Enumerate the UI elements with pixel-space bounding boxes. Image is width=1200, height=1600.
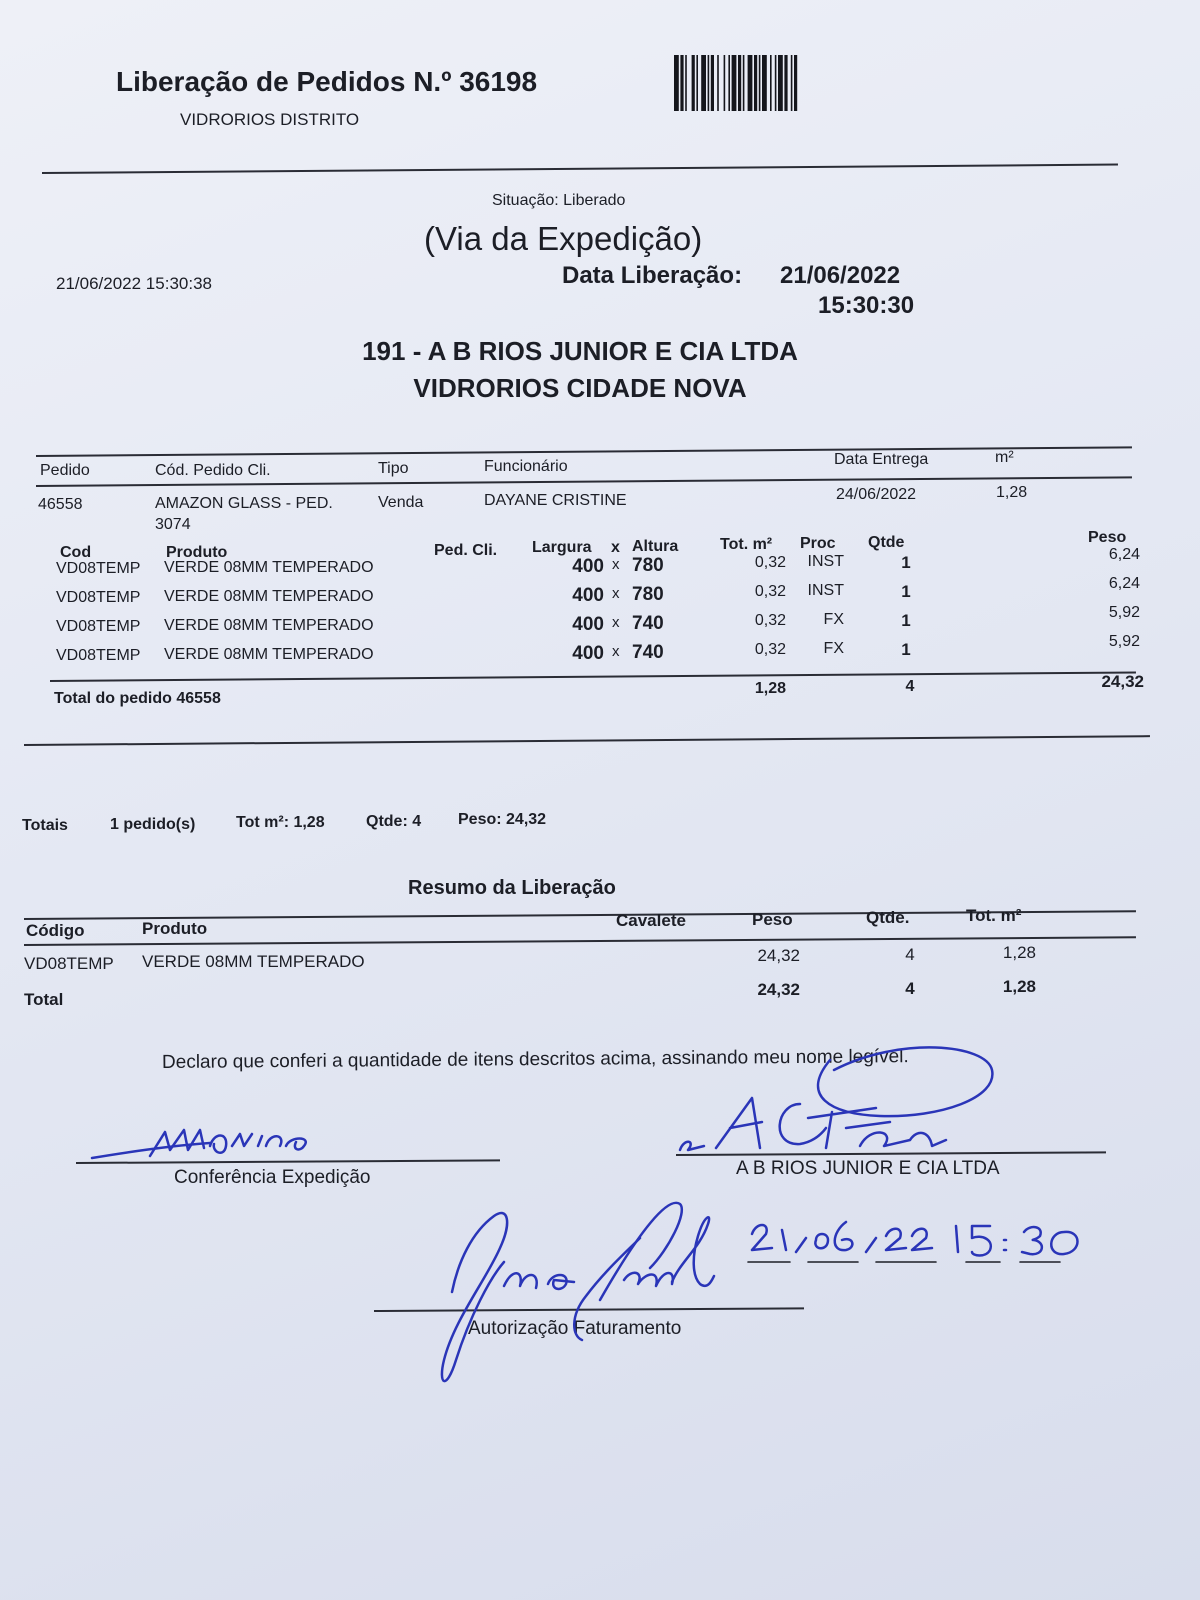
resumo-col-produto: Produto [142,919,208,938]
col-peso: Peso [1088,529,1127,546]
resumo-row-tot-m2: 1,28 [1002,943,1036,962]
item-qtde: 1 [901,640,911,659]
handwritten-date-drawing [748,1222,1078,1262]
item-tot-m2: 0,32 [754,583,786,600]
item-produto: VERDE 08MM TEMPERADO [164,646,374,663]
col-qtde: Qtde [868,534,905,551]
liberacao-time: 15:30:30 [818,292,915,319]
item-proc: INST [807,582,844,599]
col-tot-m2: Tot. m² [720,536,773,553]
resumo-row-peso: 24,32 [757,946,800,965]
totais-m2: Tot m²: 1,28 [236,814,325,831]
document-title: Liberação de Pedidos N.º 36198 [116,66,538,97]
item-x: x [612,585,620,602]
col-cod: Cod [60,544,92,561]
cod-pedido-cli-line2: 3074 [155,516,191,533]
order-total-peso: 24,32 [1101,672,1144,691]
pedido-number: 46558 [38,496,83,513]
item-altura: 780 [632,584,664,605]
item-proc: INST [807,553,844,570]
totais-peso: Peso: 24,32 [458,811,547,828]
col-produto: Produto [166,544,228,561]
resumo-row-codigo: VD08TEMP [24,954,114,973]
col-cod-pedido-cli: Cód. Pedido Cli. [155,462,271,479]
liberacao-date: 21/06/2022 [780,262,901,289]
item-cod: VD08TEMP [56,618,141,635]
item-largura: 400 [572,556,604,577]
totais-qtde: Qtde: 4 [366,813,422,830]
printed-timestamp: 21/06/2022 15:30:38 [56,274,212,293]
item-altura: 740 [632,642,664,663]
item-largura: 400 [572,643,604,664]
item-peso: 5,92 [1108,604,1140,621]
item-x: x [612,556,620,573]
resumo-row-qtde: 4 [905,945,915,964]
col-proc: Proc [800,535,836,552]
cod-pedido-cli-line1: AMAZON GLASS - PED. [155,495,333,512]
autorizacao-label: Autorização Faturamento [468,1318,682,1339]
col-pedido: Pedido [40,462,90,479]
liberacao-label: Data Liberação: [562,262,743,289]
via-label: (Via da Expedição) [424,220,703,257]
item-qtde: 1 [901,611,911,630]
col-x: x [611,539,620,556]
item-cod: VD08TEMP [56,560,141,577]
resumo-col-tot-m2: Tot. m² [966,906,1022,925]
resumo-col-cavalete: Cavalete [616,911,686,930]
order-total-qtde: 4 [905,678,915,695]
item-produto: VERDE 08MM TEMPERADO [164,617,374,634]
item-altura: 780 [632,555,664,576]
funcionario-value: DAYANE CRISTINE [484,492,627,509]
col-largura: Largura [532,539,592,556]
order-total-m2: 1,28 [754,680,786,697]
item-largura: 400 [572,585,604,606]
resumo-col-peso: Peso [752,910,793,929]
empresa-signature-drawing [680,1047,992,1150]
item-qtde: 1 [901,582,911,601]
item-peso: 5,92 [1108,633,1140,650]
col-data-entrega: Data Entrega [834,451,929,468]
col-funcionario: Funcionário [484,458,568,475]
empresa-label: A B RIOS JUNIOR E CIA LTDA [736,1158,1000,1179]
client-store: VIDRORIOS CIDADE NOVA [413,373,747,403]
tipo-value: Venda [378,494,424,511]
resumo-col-codigo: Código [26,921,85,940]
totais-pedidos: 1 pedido(s) [110,816,196,833]
m2-value: 1,28 [996,484,1028,501]
item-cod: VD08TEMP [56,589,141,606]
col-m2: m² [995,449,1014,466]
item-peso: 6,24 [1108,575,1140,592]
totais-label: Totais [22,817,68,834]
conferencia-signature-drawing [92,1130,306,1158]
col-tipo: Tipo [378,460,409,477]
item-proc: FX [823,640,844,657]
issuer-company: VIDRORIOS DISTRITO [180,110,360,129]
resumo-total-qtde: 4 [905,979,915,998]
item-tot-m2: 0,32 [754,612,786,629]
item-produto: VERDE 08MM TEMPERADO [164,588,374,605]
item-tot-m2: 0,32 [754,554,786,571]
item-largura: 400 [572,614,604,635]
resumo-row-produto: VERDE 08MM TEMPERADO [142,952,365,971]
autorizacao-signature-drawing [442,1203,714,1381]
item-proc: FX [823,611,844,628]
declaration-text: Declaro que conferi a quantidade de itens descritos acima, assinando meu nome legível. [161,1046,909,1073]
item-cod: VD08TEMP [56,647,141,664]
client-name: 191 - A B RIOS JUNIOR E CIA LTDA [362,336,798,366]
resumo-title: Resumo da Liberação [408,877,616,899]
item-tot-m2: 0,32 [754,641,786,658]
col-altura: Altura [632,538,679,555]
col-ped-cli: Ped. Cli. [434,542,498,559]
situacao-status: Situação: Liberado [492,192,626,209]
item-altura: 740 [632,613,664,634]
item-produto: VERDE 08MM TEMPERADO [164,559,374,576]
order-total-label: Total do pedido 46558 [54,690,221,707]
resumo-total-tot-m2: 1,28 [1002,977,1036,996]
data-entrega-value: 24/06/2022 [836,486,917,503]
item-x: x [612,614,620,631]
resumo-col-qtde: Qtde. [866,908,910,927]
item-qtde: 1 [901,553,911,572]
resumo-total-peso: 24,32 [757,980,800,999]
item-x: x [612,643,620,660]
resumo-total-label: Total [24,990,64,1009]
item-peso: 6,24 [1108,546,1140,563]
conferencia-label: Conferência Expedição [174,1167,371,1188]
